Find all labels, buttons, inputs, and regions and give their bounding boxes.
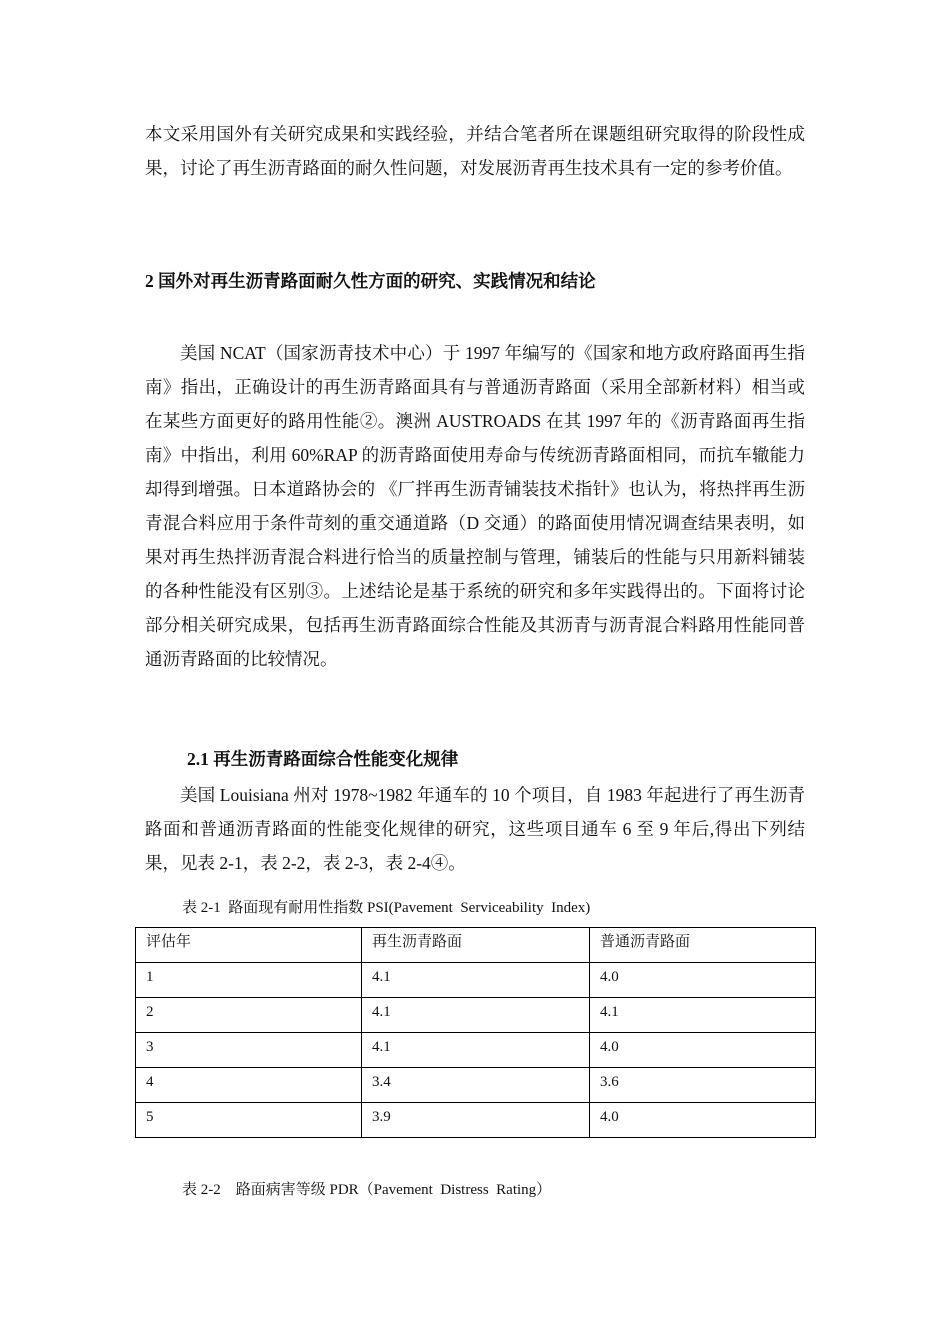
header-cell-recycled: 再生沥青路面	[362, 928, 590, 963]
table-2-1	[135, 927, 816, 1138]
table-cell: 3.4	[362, 1068, 590, 1103]
table-cell: 3.9	[362, 1103, 590, 1138]
table-cell: 4.0	[590, 1033, 816, 1068]
table-cell: 4.1	[590, 998, 816, 1033]
table-2-2-caption: 表 2-2 路面病害等级 PDR（Pavement Distress Rating）	[182, 1182, 552, 1198]
table-cell: 4	[136, 1068, 362, 1103]
table-cell: 4.1	[362, 1033, 590, 1068]
table-header-row	[136, 928, 816, 963]
subsection-heading-2-1: 2.1 再生沥青路面综合性能变化规律	[187, 749, 459, 769]
table-row	[136, 998, 816, 1033]
table-row	[136, 963, 816, 998]
table-cell: 4.0	[590, 1103, 816, 1138]
table-row	[136, 1103, 816, 1138]
paragraph-intro: 本文采用国外有关研究成果和实践经验，并结合笔者所在课题组研究取得的阶段性成果，讨论了再生沥青路面的耐久性问题，对发展沥青再生技术具有一定的参考价值。	[145, 124, 805, 178]
table-cell: 1	[136, 963, 362, 998]
table-cell: 3.6	[590, 1068, 816, 1103]
paragraph-section-2: 美国 NCAT（国家沥青技术中心）于 1997 年编写的《国家和地方政府路面再生指南》指出，正确设计的再生沥青路面具有与普通沥青路面（采用全部新材料）相当或在某些方面更好的路用性能②。澳洲 AUSTROADS 在其 1997 年的《沥青路面再生指南》中指出，利用 60%RAP 的沥青路面使用寿命与传统沥青路面相同，而抗车辙能力却得到增强。日本道路协会的 《厂拌再生沥青铺装技术指针》也认为，将热拌再生沥青混合料应用于条件苛刻的重交通道路（D 交通）的路面使用情况调查结果表明，如果对再生热拌沥青混合料进行恰当的质量控制与管理，铺装后的性能与只用新料铺装的各种性能没有区别③。上述结论是基于系统的研究和多年实践得出的。下面将讨论部分相关研究成果，包括再生沥青路面综合性能及其沥青与沥青混合料路用性能同普通沥青路面的比较情况。	[145, 343, 805, 669]
table-cell: 4.1	[362, 963, 590, 998]
header-cell-conventional: 普通沥青路面	[590, 928, 816, 963]
table-cell: 4.1	[362, 998, 590, 1033]
table-row	[136, 1068, 816, 1103]
table-cell: 2	[136, 998, 362, 1033]
table-row	[136, 1033, 816, 1068]
paragraph-section-2-1: 美国 Louisiana 州对 1978~1982 年通车的 10 个项目，自 1983 年起进行了再生沥青路面和普通沥青路面的性能变化规律的研究，这些项目通车 6 至 9 年后,得出下列结果，见表 2-1，表 2-2，表 2-3，表 2-4④。	[145, 785, 805, 873]
table-cell: 5	[136, 1103, 362, 1138]
table-cell: 4.0	[590, 963, 816, 998]
header-cell-year: 评估年	[136, 928, 362, 963]
section-heading-2: 2 国外对再生沥青路面耐久性方面的研究、实践情况和结论	[145, 271, 596, 291]
table-2-1-caption: 表 2-1 路面现有耐用性指数 PSI(Pavement Serviceability Index)	[182, 900, 591, 916]
table-cell: 3	[136, 1033, 362, 1068]
